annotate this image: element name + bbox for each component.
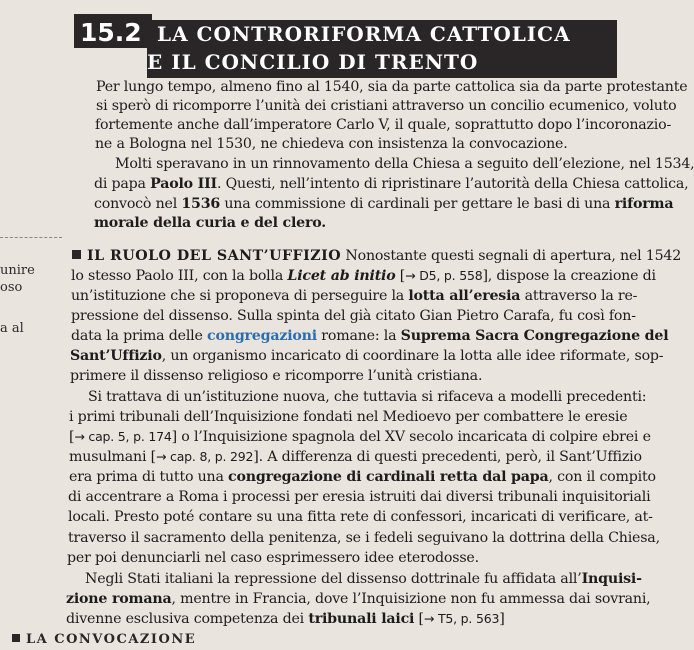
body-line [66, 590, 651, 608]
title-line-1: LA CONTRORIFORMA CATTOLICA [157, 22, 571, 46]
body-line: locali. Presto poté contare su una fitta rete di confessori, incaricati di verificare, at- [68, 509, 653, 525]
bold-term: congregazione di cardinali retta dal papa [228, 469, 549, 485]
text: Negli Stati italiani la repressione del dissenso dottrinale fu affidata all’ [85, 571, 582, 587]
intro-line: fortemente anche dall’imperatore Carlo V, il quale, soprattutto dopo l’incoronazio- [95, 117, 672, 133]
bold-term: lotta all’eresia [408, 288, 521, 304]
text: un’istituzione che si proponeva di perseguire la [71, 288, 409, 304]
text: [ [414, 611, 424, 627]
text: ], dispose la creazione di [482, 268, 656, 284]
body-line [69, 428, 651, 446]
cross-reference-link[interactable]: → D5, p. 558 [405, 268, 483, 283]
square-bullet-icon [12, 634, 20, 642]
text: . Questi, nell’intento di ripristinare l’autorità della Chiesa cattolica, [216, 176, 689, 192]
section-heading-line [72, 247, 681, 265]
body-line [69, 468, 656, 486]
text: di papa [94, 176, 151, 192]
text: divenne esclusiva competenza dei [66, 611, 309, 627]
body-line: i primi tribunali dell’Inquisizione fondati nel Medioevo per combattere le eresie [69, 409, 628, 425]
body-line: per poi denunciarli nel caso esprimessero idee eterodosse. [67, 550, 479, 566]
bull-title: Licet ab initio [287, 268, 396, 284]
title-line-2: E IL CONCILIO DI TRENTO [147, 50, 479, 74]
text: lo stesso Paolo III, con la bolla [71, 268, 288, 284]
body-line [71, 267, 656, 285]
section-heading: IL RUOLO DEL SANT’UFFIZIO [87, 248, 342, 264]
bold-term: 1536 [181, 196, 221, 212]
title-bar [147, 20, 617, 78]
body-line: di accentrare a Roma i processi per eresia istruiti dai diversi tribunali inquisitoriali [68, 489, 651, 505]
body-line [71, 327, 668, 345]
bold-term: Suprema Sacra Congregazione del [400, 328, 669, 344]
text: , mentre in Francia, dove l’Inquisizione non fu ammessa dai sovrani, [171, 591, 651, 607]
text: una commissione di cardinali per gettare le basi di una [220, 196, 615, 212]
body-line [71, 287, 637, 305]
margin-note: a al [0, 321, 24, 336]
text: ] [499, 611, 505, 627]
text: convocò nel [94, 196, 182, 212]
intro-line: si sperò di ricomporre l’unità dei cristiani attraverso un concilio ecumenico, voluto [96, 98, 677, 114]
text: data la prima delle [71, 328, 207, 344]
bold-term: Paolo III [150, 176, 217, 192]
body-line [85, 570, 642, 588]
text: attraverso la re- [520, 288, 638, 304]
intro-line: Molti speravano in un rinnovamento della Chiesa a seguito dell’elezione, nel 1534, [115, 156, 694, 172]
section-number: 15.2 [80, 18, 142, 47]
text: [ [395, 268, 406, 284]
body-line [70, 347, 663, 365]
text: ]. A differenza di questi precedenti, però, il Sant’Uffizio [253, 449, 642, 465]
text: ] o l’Inquisizione spagnola del XV secolo incaricata di colpire ebrei e [171, 429, 651, 445]
body-line: primere il dissenso religioso e ricomporre l’unità cristiana. [70, 368, 483, 384]
bold-term: tribunali laici [308, 611, 415, 627]
body-line [69, 448, 642, 466]
body-line: pressione del dissenso. Sulla spinta del già citato Gian Pietro Carafa, fu così fon- [71, 308, 636, 324]
cross-reference-link[interactable]: → cap. 5, p. 174 [74, 429, 172, 444]
bold-term: Inquisi- [581, 571, 642, 587]
next-heading-text: LA CONVOCAZIONE [26, 632, 197, 647]
text: Nonostante questi segnali di apertura, nel 1542 [341, 248, 682, 264]
text: era prima di tutto una [69, 469, 229, 485]
intro-line: Per lungo tempo, almeno fino al 1540, sia da parte cattolica sia da parte protestante [96, 79, 688, 95]
cross-reference-link[interactable]: → T5, p. 563 [423, 611, 500, 626]
intro-line [94, 175, 688, 193]
intro-line: morale della curia e del clero. [94, 215, 327, 231]
text: , con il compito [548, 469, 656, 485]
square-bullet-icon [72, 250, 81, 259]
text: musulmani [ [69, 449, 156, 465]
cross-reference-link[interactable]: → cap. 8, p. 292 [155, 449, 254, 464]
text: , un organismo incaricato di coordinare la lotta alle idee riformate, sop- [161, 348, 664, 364]
body-line [66, 610, 505, 628]
bold-term: riforma [614, 196, 674, 212]
intro-line: ne a Bologna nel 1530, ne chiedeva con insistenza la convocazione. [95, 136, 568, 152]
bold-term: zione romana [66, 591, 172, 607]
text: romane: la [316, 328, 401, 344]
bold-term: Sant’Uffizio [70, 348, 162, 364]
intro-line [94, 195, 673, 213]
body-line: traverso il sacramento della penitenza, se i fedeli seguivano la dottrina della Chiesa, [68, 530, 660, 546]
glossary-term-link[interactable]: congregazioni [207, 328, 317, 344]
margin-divider [0, 237, 62, 238]
margin-note: unire [0, 263, 35, 278]
body-line: Si trattava di un’istituzione nuova, che tuttavia si rifaceva a modelli precedenti: [88, 389, 647, 405]
next-section-heading [12, 632, 196, 647]
text: [ [69, 429, 75, 445]
margin-note: oso [0, 280, 23, 295]
